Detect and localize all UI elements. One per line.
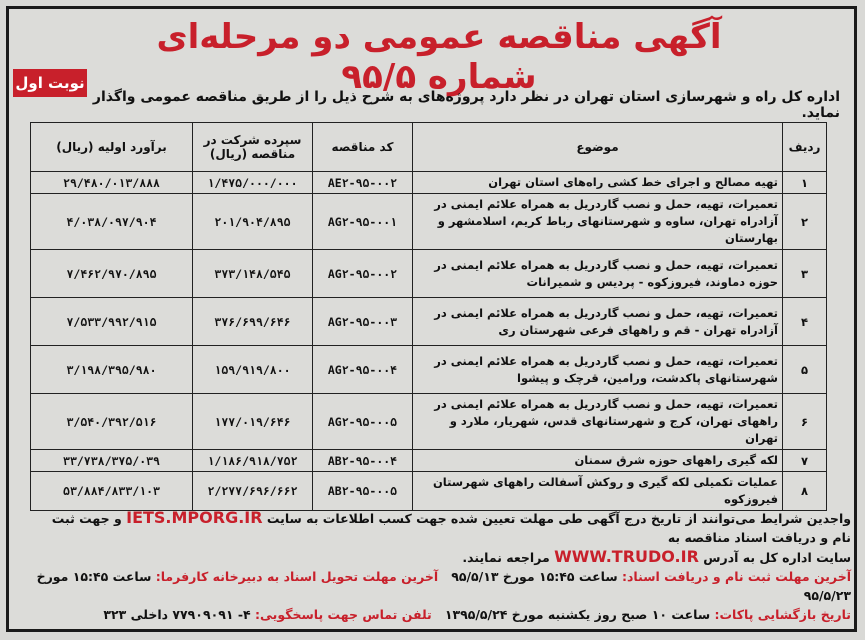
row-deposit: ۲/۲۷۷/۶۹۶/۶۶۲ — [193, 472, 313, 511]
row-estimate: ۲۹/۴۸۰/۰۱۳/۸۸۸ — [31, 172, 193, 194]
row-subject: عملیات تکمیلی لکه گیری و روکش آسفالت راههای شهرستان فیروزکوه — [413, 472, 783, 511]
header-estimate: برآورد اولیه (ریال) — [31, 123, 193, 172]
row-number: ۱ — [783, 172, 827, 194]
footer-text: و جهت ثبت نام و دریافت اسناد مناقصه به — [51, 511, 851, 545]
table-header-row — [31, 123, 827, 172]
footer-text: واجدین شرایط می‌توانند از تاریخ درج آگهی طی مهلت تعیین شده جهت کسب اطلاعات به سایت — [266, 511, 851, 526]
row-subject: تهیه مصالح و اجرای خط کشی راه‌های استان تهران — [413, 172, 783, 194]
header-code: کد مناقصه — [313, 123, 413, 172]
register-deadline-value: ساعت ۱۵:۴۵ مورخ ۹۵/۵/۱۳ — [451, 569, 618, 584]
row-estimate: ۷/۴۶۲/۹۷۰/۸۹۵ — [31, 250, 193, 298]
row-deposit: ۱/۱۸۶/۹۱۸/۷۵۲ — [193, 450, 313, 472]
notice-footer — [31, 508, 851, 624]
submit-deadline-value: ساعت ۱۵:۴۵ مورخ ۹۵/۵/۲۳ — [36, 569, 851, 603]
row-number: ۶ — [783, 394, 827, 450]
row-deposit: ۱/۴۷۵/۰۰۰/۰۰۰ — [193, 172, 313, 194]
row-code: AG۲-۹۵-۰۰۴ — [313, 346, 413, 394]
row-number: ۲ — [783, 194, 827, 250]
row-estimate: ۳۳/۷۳۸/۳۷۵/۰۳۹ — [31, 450, 193, 472]
phone-value: ۴- ۷۷۹۰۹۰۹۱ داخلی ۳۲۳ — [103, 607, 251, 622]
row-number: ۸ — [783, 472, 827, 511]
intro-text: اداره کل راه و شهرسازی استان تهران در نظر دارد پروژه‌های به شرح ذیل را از طریق مناقصه عمومی واگذار نماید. — [92, 89, 840, 121]
row-deposit: ۲۰۱/۹۰۴/۸۹۵ — [193, 194, 313, 250]
row-estimate: ۷/۵۳۳/۹۹۲/۹۱۵ — [31, 298, 193, 346]
opening-date-label: تاریخ بازگشایی پاکات: — [714, 607, 851, 622]
footer-line-2 — [31, 547, 851, 567]
row-deposit: ۱۷۷/۰۱۹/۶۴۶ — [193, 394, 313, 450]
submit-deadline-label: آخرین مهلت تحویل اسناد به دبیرخانه کارفرما: — [155, 569, 439, 584]
row-number: ۷ — [783, 450, 827, 472]
notice-title: آگهی مناقصه عمومی دو مرحله‌ای شماره ۹۵/۵ — [156, 17, 722, 97]
header-subject: موضوع — [413, 123, 783, 172]
header-deposit: سپرده شرکت در مناقصه (ریال) — [193, 123, 313, 172]
row-code: AG۲-۹۵-۰۰۱ — [313, 194, 413, 250]
row-subject: تعمیرات، تهیه، حمل و نصب گاردریل به همراه علائم ایمنی در حوزه دماوند، فیروزکوه - پردیس و شمیرانات — [413, 250, 783, 298]
row-code: AB۲-۹۵-۰۰۴ — [313, 450, 413, 472]
row-deposit: ۳۷۳/۱۴۸/۵۴۵ — [193, 250, 313, 298]
row-subject: لکه گیری راههای حوزه شرق سمنان — [413, 450, 783, 472]
row-subject: تعمیرات، تهیه، حمل و نصب گاردریل به همراه علائم ایمنی در آزادراه تهران - قم و راههای فرعی شهرستان ری — [413, 298, 783, 346]
phone-label: تلفن تماس جهت پاسخگویی: — [255, 607, 432, 622]
footer-line-4 — [31, 605, 851, 624]
table-row — [31, 394, 827, 450]
row-number: ۴ — [783, 298, 827, 346]
row-deposit: ۳۷۶/۶۹۹/۶۴۶ — [193, 298, 313, 346]
header-row-number: ردیف — [783, 123, 827, 172]
row-code: AE۲-۹۵-۰۰۲ — [313, 172, 413, 194]
trudo-link[interactable]: WWW.TRUDO.IR — [554, 547, 699, 566]
table-row — [31, 172, 827, 194]
table-row — [31, 250, 827, 298]
row-estimate: ۳/۱۹۸/۳۹۵/۹۸۰ — [31, 346, 193, 394]
row-number: ۵ — [783, 346, 827, 394]
row-code: AG۲-۹۵-۰۰۲ — [313, 250, 413, 298]
footer-line-3 — [31, 567, 851, 605]
row-code: AG۲-۹۵-۰۰۵ — [313, 394, 413, 450]
row-code: AB۲-۹۵-۰۰۵ — [313, 472, 413, 511]
table-row — [31, 450, 827, 472]
register-deadline-label: آخرین مهلت ثبت نام و دریافت اسناد: — [622, 569, 851, 584]
row-estimate: ۴/۰۳۸/۰۹۷/۹۰۴ — [31, 194, 193, 250]
tender-table — [30, 122, 827, 511]
table-row — [31, 346, 827, 394]
table-row — [31, 194, 827, 250]
row-subject: تعمیرات، تهیه، حمل و نصب گاردریل به همراه علائم ایمنی در آزادراه تهران، ساوه و شهرستانهای رباط کریم، اسلامشهر و بهارستان — [413, 194, 783, 250]
iets-link[interactable]: IETS.MPORG.IR — [126, 508, 263, 527]
row-estimate: ۳/۵۴۰/۳۹۲/۵۱۶ — [31, 394, 193, 450]
footer-line-1 — [31, 508, 851, 547]
footer-text: مراجعه نمایند. — [462, 550, 550, 565]
round-badge: نوبت اول — [13, 69, 87, 97]
row-subject: تعمیرات، تهیه، حمل و نصب گاردریل به همراه علائم ایمنی در شهرستانهای پاکدشت، ورامین، قرچک و پیشوا — [413, 346, 783, 394]
table-row — [31, 472, 827, 511]
footer-text: سایت اداره کل به آدرس — [703, 550, 851, 565]
row-estimate: ۵۳/۸۸۴/۸۳۳/۱۰۳ — [31, 472, 193, 511]
row-number: ۳ — [783, 250, 827, 298]
row-deposit: ۱۵۹/۹۱۹/۸۰۰ — [193, 346, 313, 394]
table-row — [31, 298, 827, 346]
opening-date-value: ساعت ۱۰ صبح روز یکشنبه مورخ ۱۳۹۵/۵/۲۴ — [444, 607, 711, 622]
row-subject: تعمیرات، تهیه، حمل و نصب گاردریل به همراه علائم ایمنی در راههای تهران، کرج و شهرستانهای قدس، شهریار، ملارد و تهران — [413, 394, 783, 450]
row-code: AG۲-۹۵-۰۰۳ — [313, 298, 413, 346]
